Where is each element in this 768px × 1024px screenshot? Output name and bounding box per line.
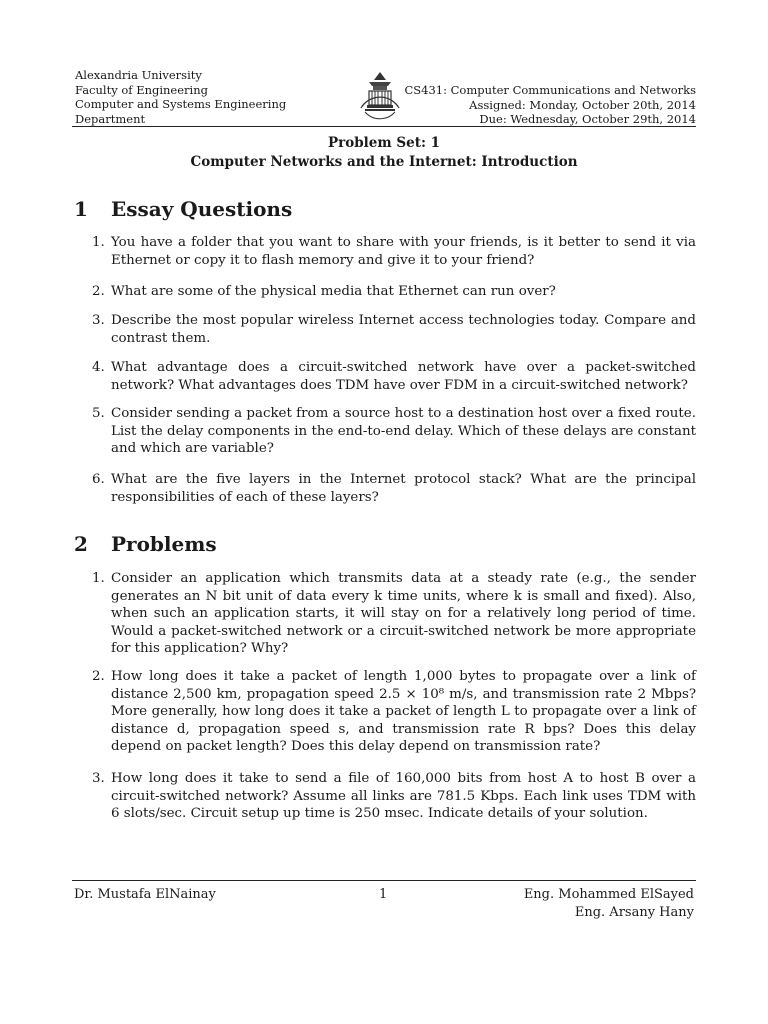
course-title: CS431: Computer Communications and Networks xyxy=(404,83,696,97)
header-rule xyxy=(72,126,696,127)
institution-line: Computer and Systems Engineering xyxy=(75,97,287,111)
item-text: You have a folder that you want to share with your friends, is it better to send it via Ethernet or copy it to flash memory and give it to your friend? xyxy=(111,235,696,268)
list-item xyxy=(92,234,696,269)
section-title: Essay Questions xyxy=(111,197,293,221)
item-text: Consider sending a packet from a source host to a destination host over a fixed route. List the delay components in the end-to-end delay. Which of these delays are constant and which are variable? xyxy=(111,406,696,456)
list-item xyxy=(92,405,696,458)
problem-set-title: Problem Set: 1 xyxy=(327,135,441,151)
item-number: 5. xyxy=(92,406,105,421)
university-logo-icon xyxy=(355,68,405,120)
institution-line: Faculty of Engineering xyxy=(75,82,208,97)
item-number: 1. xyxy=(92,571,105,586)
item-number: 3. xyxy=(92,771,105,786)
institution-line: Department xyxy=(75,111,146,126)
footer-author: Dr. Mustafa ElNainay xyxy=(74,887,216,902)
list-item xyxy=(92,283,696,301)
assistant-name: Eng. Arsany Hany xyxy=(574,904,694,920)
item-text: What are the five layers in the Internet protocol stack? What are the principal responsibilities of each of these layers? xyxy=(111,472,696,505)
list-item xyxy=(92,570,696,658)
item-number: 2. xyxy=(92,669,105,684)
item-text: What are some of the physical media that Ethernet can run over? xyxy=(111,284,556,299)
institution-line: Alexandria University xyxy=(75,68,202,82)
section-number: 2 xyxy=(74,532,88,556)
page-number: 1 xyxy=(379,887,388,902)
problem-set-subtitle: Computer Networks and the Internet: Introduction xyxy=(190,154,578,170)
institution-block xyxy=(75,68,286,126)
section-heading xyxy=(74,197,292,221)
assigned-date: Assigned: Monday, October 20th, 2014 xyxy=(469,97,696,112)
due-date: Due: Wednesday, October 29th, 2014 xyxy=(479,112,696,126)
item-text: How long does it take to send a file of 160,000 bits from host A to host B over a circuit-switched network? Assume all links are 781.5 Kbps. Each link uses TDM with 6 slots/sec. Circuit setup up time is 250 msec. Indicate details of your solution. xyxy=(111,771,696,821)
item-text: How long does it take a packet of length 1,000 bytes to propagate over a link of distance 2,500 km, propagation speed 2.5 × 10⁸ m/s, and transmission rate 2 Mbps? More generally, how long does it take a packet of length L to propagate over a link of distance d, propagation speed s, and transmission rate R bps? Does this delay depend on packet length? Does this delay depend on transmission rate? xyxy=(111,669,696,754)
list-item xyxy=(92,668,696,756)
item-text: Describe the most popular wireless Internet access technologies today. Compare and contrast them. xyxy=(111,313,696,346)
assistant-name: Eng. Mohammed ElSayed xyxy=(523,887,694,902)
item-number: 6. xyxy=(92,472,105,487)
list-item xyxy=(92,312,696,347)
course-info xyxy=(404,83,696,127)
list-item xyxy=(92,770,696,823)
list-item xyxy=(92,359,696,394)
footer-rule xyxy=(72,880,696,881)
list-item xyxy=(92,471,696,506)
item-number: 2. xyxy=(92,284,105,299)
item-number: 1. xyxy=(92,235,105,250)
section-title: Problems xyxy=(111,532,217,556)
footer-assistants xyxy=(524,886,694,921)
item-text: Consider an application which transmits data at a steady rate (e.g., the sender generates an N bit unit of data every k time units, where k is small and fixed). Also, when such an application starts, it will stay on for a relatively long period of time. Would a packet-switched network or a circuit-switched network be more appropriate for this application? Why? xyxy=(111,571,696,656)
item-number: 4. xyxy=(92,360,105,375)
item-number: 3. xyxy=(92,313,105,328)
section-number: 1 xyxy=(74,197,88,221)
item-text: What advantage does a circuit-switched network have over a packet-switched network? What advantages does TDM have over FDM in a circuit-switched network? xyxy=(111,360,696,393)
section-heading xyxy=(74,532,217,556)
